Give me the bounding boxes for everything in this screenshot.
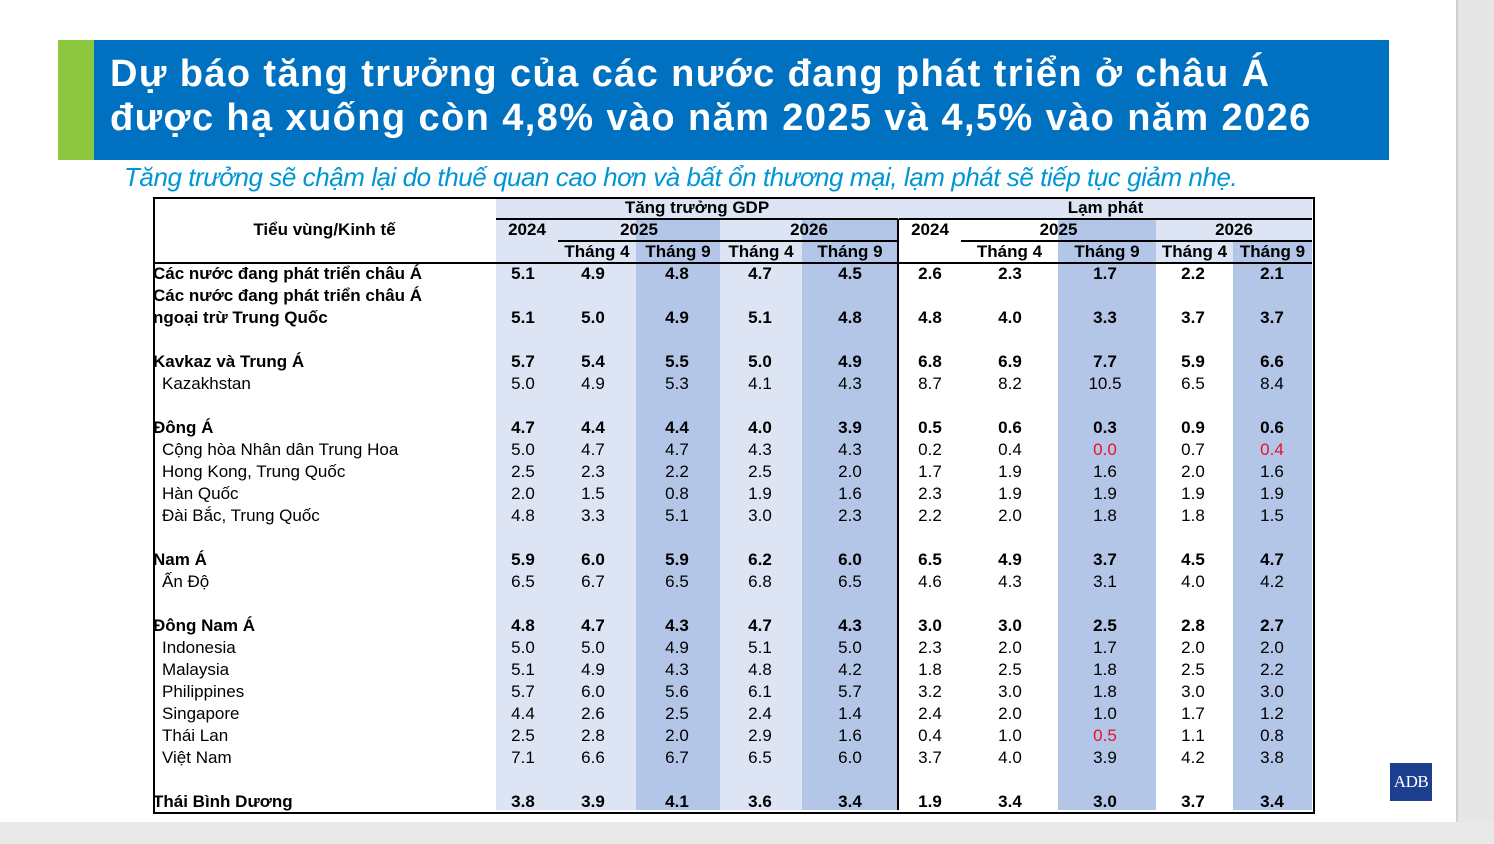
table-cell: 5.1	[665, 506, 689, 525]
slide-edge	[1458, 0, 1494, 844]
gdp-group-header: Tăng trưởng GDP	[624, 198, 770, 217]
row-label: Hong Kong, Trung Quốc	[162, 462, 346, 481]
table-cell: 1.5	[581, 484, 605, 503]
table-cell: 1.2	[1260, 704, 1284, 723]
table-cell: 1.7	[1181, 704, 1205, 723]
table-cell: 0.8	[1260, 726, 1284, 745]
table-cell: 0.4	[1260, 440, 1284, 459]
table-cell: 0.9	[1181, 418, 1205, 437]
table-cell: 3.8	[1260, 748, 1284, 767]
table-cell: 2.2	[1181, 264, 1205, 283]
table-cell: 5.9	[1181, 352, 1205, 371]
table-cell: 3.0	[748, 506, 772, 525]
table-cell: 6.0	[838, 550, 862, 569]
table-cell: 4.3	[838, 616, 862, 635]
row-label: Thái Lan	[162, 726, 229, 745]
table-cell: 1.7	[1093, 638, 1117, 657]
table-cell: 3.7	[918, 748, 942, 767]
table-cell: 4.4	[511, 704, 535, 723]
table-cell: 1.6	[1260, 462, 1284, 481]
table-cell: 4.2	[1260, 572, 1284, 591]
table-cell: 5.0	[581, 308, 605, 327]
table-cell: 5.0	[838, 638, 862, 657]
table-cell: 2.0	[1181, 462, 1205, 481]
table-cell: 4.0	[748, 418, 772, 437]
table-cell: 3.9	[581, 792, 605, 811]
gdp-2025-sep-header: Tháng 9	[645, 242, 711, 261]
table-cell: 5.7	[838, 682, 862, 701]
gdp-2026-apr-header: Tháng 4	[728, 242, 794, 261]
table-cell: 0.6	[1260, 418, 1284, 437]
table-cell: 4.3	[838, 374, 862, 393]
table-cell: 2.0	[665, 726, 689, 745]
region-column-header: Tiểu vùng/Kinh tế	[253, 220, 396, 239]
table-cell: 1.8	[918, 660, 942, 679]
table-cell: 4.7	[748, 616, 772, 635]
row-label: Philippines	[162, 682, 245, 701]
table-cell: 4.8	[665, 264, 689, 283]
table-cell: 4.4	[665, 418, 689, 437]
table-cell: 4.8	[838, 308, 862, 327]
table-cell: 2.0	[511, 484, 535, 503]
table-cell: 1.7	[1093, 264, 1117, 283]
table-cell: 5.1	[748, 308, 772, 327]
table-cell: 6.7	[665, 748, 689, 767]
table-cell: 6.1	[748, 682, 772, 701]
table-cell: 2.3	[838, 506, 862, 525]
table-cell: 3.7	[1181, 792, 1205, 811]
table-cell: 0.6	[998, 418, 1022, 437]
row-label: Singapore	[162, 704, 240, 723]
table-cell: 6.8	[918, 352, 942, 371]
table-cell: 4.9	[581, 264, 605, 283]
table-cell: 2.5	[511, 462, 535, 481]
table-cell: 2.3	[918, 638, 942, 657]
table-cell: 4.8	[918, 308, 942, 327]
row-label: Kavkaz và Trung Á	[153, 352, 305, 371]
table-cell: 1.6	[1093, 462, 1117, 481]
row-label: ngoại trừ Trung Quốc	[153, 308, 328, 327]
table-cell: 5.7	[511, 682, 535, 701]
table-cell: 3.0	[1260, 682, 1284, 701]
table-cell: 3.4	[998, 792, 1022, 811]
table-cell: 1.8	[1093, 682, 1117, 701]
table-cell: 4.9	[581, 660, 605, 679]
inflation-group-header: Lạm phát	[1067, 198, 1144, 217]
cpi-year-2025: 2025	[1039, 220, 1078, 239]
table-cell: 1.8	[1093, 660, 1117, 679]
table-cell: 2.4	[918, 704, 942, 723]
table-cell: 2.4	[748, 704, 772, 723]
table-cell: 3.9	[838, 418, 862, 437]
table-cell: 2.5	[1093, 616, 1117, 635]
table-cell: 2.5	[1181, 660, 1205, 679]
table-cell: 5.9	[665, 550, 689, 569]
row-label: Malaysia	[162, 660, 230, 679]
table-cell: 1.8	[1181, 506, 1205, 525]
table-cell: 4.8	[748, 660, 772, 679]
table-cell: 4.4	[581, 418, 605, 437]
title-line-2: được hạ xuống còn 4,8% vào năm 2025 và 4,5% vào năm 2026	[110, 97, 1312, 139]
forecast-table	[153, 197, 1313, 812]
table-cell: 2.2	[918, 506, 942, 525]
table-cell: 6.6	[1260, 352, 1284, 371]
table-cell: 4.1	[748, 374, 772, 393]
row-label: Đông Nam Á	[153, 616, 255, 635]
table-cell: 1.9	[1093, 484, 1117, 503]
table-cell: 4.0	[998, 308, 1022, 327]
table-cell: 2.0	[998, 506, 1022, 525]
table-cell: 2.3	[998, 264, 1022, 283]
gdp-year-2025: 2025	[620, 220, 658, 239]
table-cell: 2.0	[998, 638, 1022, 657]
table-cell: 3.1	[1093, 572, 1117, 591]
table-cell: 4.9	[665, 308, 689, 327]
table-cell: 5.0	[581, 638, 605, 657]
table-cell: 3.3	[581, 506, 605, 525]
table-cell: 5.9	[511, 550, 535, 569]
cpi-year-2026: 2026	[1215, 220, 1253, 239]
table-cell: 4.3	[998, 572, 1022, 591]
table-cell: 4.7	[581, 616, 605, 635]
table-cell: 1.0	[998, 726, 1022, 745]
table-cell: 3.4	[838, 792, 862, 811]
table-cell: 1.9	[998, 462, 1022, 481]
table-cell: 2.0	[1260, 638, 1284, 657]
table-cell: 2.2	[1260, 660, 1284, 679]
table-cell: 4.7	[665, 440, 689, 459]
table-cell: 4.1	[665, 792, 689, 811]
row-label: Cộng hòa Nhân dân Trung Hoa	[162, 440, 399, 459]
table-cell: 5.4	[581, 352, 605, 371]
table-cell: 2.8	[581, 726, 605, 745]
table-cell: 3.0	[1093, 792, 1117, 811]
table-cell: 2.3	[581, 462, 605, 481]
table-cell: 1.0	[1093, 704, 1117, 723]
table-cell: 3.7	[1260, 308, 1284, 327]
table-cell: 6.6	[581, 748, 605, 767]
table-cell: 2.6	[918, 264, 942, 283]
table-cell: 4.7	[511, 418, 535, 437]
table-cell: 2.0	[998, 704, 1022, 723]
row-label: Ấn Độ	[162, 572, 210, 591]
table-cell: 3.8	[511, 792, 535, 811]
cpi-2026-apr-header: Tháng 4	[1161, 242, 1228, 261]
row-label: Thái Bình Dương	[153, 792, 293, 811]
table-cell: 4.3	[838, 440, 862, 459]
table-cell: 2.6	[581, 704, 605, 723]
table-cell: 4.9	[838, 352, 862, 371]
row-label: Việt Nam	[162, 748, 232, 767]
table-cell: 5.7	[511, 352, 535, 371]
table-cell: 6.0	[838, 748, 862, 767]
gdp-year-2026: 2026	[790, 220, 828, 239]
table-cell: 6.9	[998, 352, 1022, 371]
table-cell: 1.8	[1093, 506, 1117, 525]
row-label: Nam Á	[153, 550, 207, 569]
row-label: Đài Bắc, Trung Quốc	[162, 506, 320, 525]
table-cell: 5.1	[511, 660, 535, 679]
table-cell: 3.3	[1093, 308, 1117, 327]
table-cell: 4.3	[748, 440, 772, 459]
table-cell: 6.5	[748, 748, 772, 767]
row-label: Indonesia	[162, 638, 236, 657]
table-cell: 1.6	[838, 726, 862, 745]
table-cell: 0.2	[918, 440, 942, 459]
table-cell: 5.1	[748, 638, 772, 657]
table-cell: 4.6	[918, 572, 942, 591]
table-cell: 4.5	[1181, 550, 1205, 569]
table-cell: 3.0	[1181, 682, 1205, 701]
table-cell: 0.3	[1093, 418, 1117, 437]
table-cell: 3.6	[748, 792, 772, 811]
table-cell: 0.5	[1093, 726, 1117, 745]
table-cell: 5.1	[511, 264, 535, 283]
gdp-2026-sep-header: Tháng 9	[817, 242, 883, 261]
table-cell: 0.5	[918, 418, 942, 437]
table-cell: 6.8	[748, 572, 772, 591]
table-cell: 6.5	[918, 550, 942, 569]
table-cell: 4.9	[998, 550, 1022, 569]
row-label: Kazakhstan	[162, 374, 251, 393]
table-cell: 2.5	[511, 726, 535, 745]
table-cell: 4.8	[511, 506, 535, 525]
table-cell: 0.4	[918, 726, 942, 745]
cpi-2025-apr-header: Tháng 4	[976, 242, 1043, 261]
table-cell: 1.7	[918, 462, 942, 481]
cpi-2026-sep-header: Tháng 9	[1239, 242, 1306, 261]
subtitle: Tăng trưởng sẽ chậm lại do thuế quan cao hơn và bất ổn thương mại, lạm phát sẽ tiếp tục giảm nhẹ.	[124, 162, 1238, 192]
table-cell: 7.1	[511, 748, 535, 767]
table-cell: 6.0	[581, 682, 605, 701]
table-cell: 6.5	[1181, 374, 1205, 393]
table-cell: 6.5	[838, 572, 862, 591]
table-cell: 2.3	[918, 484, 942, 503]
row-label: Các nước đang phát triển châu Á	[153, 286, 423, 305]
table-cell: 0.0	[1093, 440, 1117, 459]
table-cell: 3.9	[1093, 748, 1117, 767]
table-cell: 3.0	[998, 616, 1022, 635]
table-cell: 4.9	[581, 374, 605, 393]
table-cell: 2.5	[998, 660, 1022, 679]
table-cell: 7.7	[1093, 352, 1117, 371]
table-cell: 4.7	[1260, 550, 1284, 569]
table-cell: 5.3	[665, 374, 689, 393]
table-cell: 5.0	[511, 638, 535, 657]
table-cell: 4.7	[748, 264, 772, 283]
table-cell: 1.9	[1181, 484, 1205, 503]
table-cell: 10.5	[1088, 374, 1122, 393]
table-cell: 4.2	[838, 660, 862, 679]
table-cell: 2.9	[748, 726, 772, 745]
table-cell: 3.0	[918, 616, 942, 635]
table-cell: 3.7	[1093, 550, 1117, 569]
gdp-2025-apr-header: Tháng 4	[564, 242, 630, 261]
table-cell: 4.3	[665, 660, 689, 679]
table-cell: 8.2	[998, 374, 1022, 393]
table-cell: 5.6	[665, 682, 689, 701]
table-cell: 3.2	[918, 682, 942, 701]
table-cell: 4.7	[581, 440, 605, 459]
table-cell: 4.8	[511, 616, 535, 635]
table-cell: 2.8	[1181, 616, 1205, 635]
table-cell: 3.0	[998, 682, 1022, 701]
table-cell: 8.4	[1260, 374, 1284, 393]
adb-logo: ADB	[1390, 763, 1432, 801]
table-cell: 1.9	[998, 484, 1022, 503]
table-cell: 5.0	[511, 440, 535, 459]
table-cell: 6.0	[581, 550, 605, 569]
table-cell: 4.2	[1181, 748, 1205, 767]
table-cell: 1.6	[838, 484, 862, 503]
table-cell: 8.7	[918, 374, 942, 393]
table-cell: 6.2	[748, 550, 772, 569]
row-label: Đông Á	[153, 418, 214, 437]
table-cell: 4.3	[665, 616, 689, 635]
table-cell: 1.9	[1260, 484, 1284, 503]
table-cell: 4.0	[998, 748, 1022, 767]
table-cell: 2.0	[1181, 638, 1205, 657]
slide-bottom-area	[0, 822, 1494, 844]
table-cell: 5.0	[511, 374, 535, 393]
table-cell: 4.5	[838, 264, 862, 283]
table-cell: 6.7	[581, 572, 605, 591]
table-cell: 0.7	[1181, 440, 1205, 459]
table-cell: 3.7	[1181, 308, 1205, 327]
table-cell: 1.1	[1181, 726, 1205, 745]
cpi-year-2024: 2024	[911, 220, 949, 239]
table-cell: 1.9	[748, 484, 772, 503]
title-banner	[94, 40, 1389, 160]
table-cell: 0.4	[998, 440, 1022, 459]
table-cell: 0.8	[665, 484, 689, 503]
table-cell: 5.5	[665, 352, 689, 371]
row-label: Các nước đang phát triển châu Á	[153, 264, 423, 283]
table-cell: 2.5	[665, 704, 689, 723]
table-cell: 3.4	[1260, 792, 1284, 811]
table-cell: 4.0	[1181, 572, 1205, 591]
table-cell: 2.7	[1260, 616, 1284, 635]
row-label: Hàn Quốc	[162, 484, 239, 503]
table-cell: 2.2	[665, 462, 689, 481]
table-cell: 2.5	[748, 462, 772, 481]
table-cell: 1.5	[1260, 506, 1284, 525]
table-cell: 1.9	[918, 792, 942, 811]
table-cell: 2.0	[838, 462, 862, 481]
title-line-1: Dự báo tăng trưởng của các nước đang phát triển ở châu Á	[110, 53, 1271, 95]
table-cell: 1.4	[838, 704, 862, 723]
cpi-2025-sep-header: Tháng 9	[1074, 242, 1140, 261]
table-cell: 6.5	[511, 572, 535, 591]
title-accent-bar	[58, 40, 94, 160]
table-cell: 2.1	[1260, 264, 1284, 283]
table-cell: 4.9	[665, 638, 689, 657]
table-cell: 5.0	[748, 352, 772, 371]
table-cell: 5.1	[511, 308, 535, 327]
gdp-year-2024: 2024	[508, 220, 546, 239]
table-cell: 6.5	[665, 572, 689, 591]
